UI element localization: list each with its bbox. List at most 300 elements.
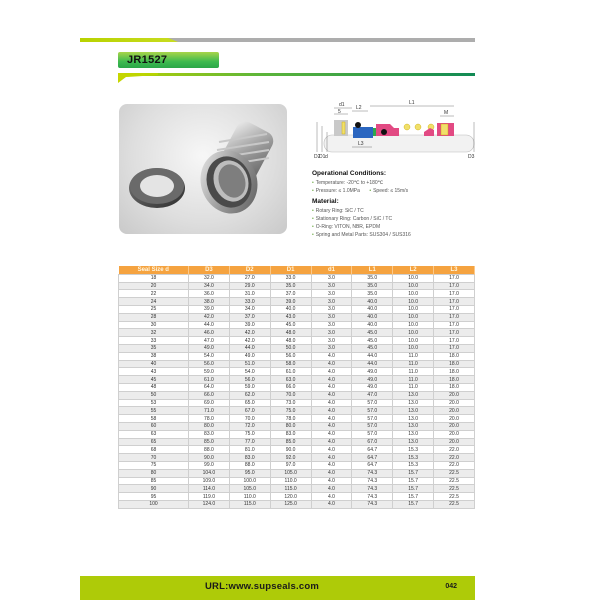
table-cell: 90.0 bbox=[189, 454, 230, 462]
table-row bbox=[119, 352, 475, 360]
table-cell: 3.0 bbox=[311, 290, 352, 298]
table-cell: 10.0 bbox=[393, 329, 434, 337]
table-cell: 17.0 bbox=[434, 313, 475, 321]
table-cell: 57.0 bbox=[352, 407, 393, 415]
table-cell: 49.0 bbox=[352, 376, 393, 384]
table-cell: 18.0 bbox=[434, 368, 475, 376]
table-cell: 97.0 bbox=[270, 462, 311, 470]
table-cell: 39.0 bbox=[270, 298, 311, 306]
material-item: • Stationary Ring: Carbon / SiC / TC bbox=[312, 216, 393, 222]
temperature-spec: • Temperature: -20℃ to +180℃ bbox=[312, 180, 384, 186]
table-row bbox=[119, 329, 475, 337]
table-cell: 35.0 bbox=[352, 282, 393, 290]
material-heading: Material: bbox=[312, 198, 339, 205]
table-cell: 99.0 bbox=[189, 462, 230, 470]
pressure-speed-spec: • Pressure: ≤ 1.0MPa • Speed: ≤ 15m/s bbox=[312, 188, 409, 194]
table-cell: 49.0 bbox=[352, 384, 393, 392]
table-cell: 10.0 bbox=[393, 282, 434, 290]
table-cell: 17.0 bbox=[434, 321, 475, 329]
table-cell: 39.0 bbox=[189, 306, 230, 314]
table-cell: 88.0 bbox=[189, 446, 230, 454]
table-cell: 45.0 bbox=[270, 321, 311, 329]
label-l2: L2 bbox=[356, 105, 362, 111]
table-cell: 15.7 bbox=[393, 493, 434, 501]
table-cell: 3.0 bbox=[311, 282, 352, 290]
table-cell: 119.0 bbox=[189, 493, 230, 501]
table-cell: 47.0 bbox=[189, 337, 230, 345]
model-title-badge bbox=[118, 52, 219, 68]
table-cell: 20.0 bbox=[434, 423, 475, 431]
table-cell: 45.0 bbox=[352, 329, 393, 337]
table-cell: 43.0 bbox=[270, 313, 311, 321]
table-cell: 4.0 bbox=[311, 469, 352, 477]
col-header-d3: D3 bbox=[189, 266, 230, 274]
table-cell: 10.0 bbox=[393, 290, 434, 298]
table-row bbox=[119, 399, 475, 407]
table-cell: 40.0 bbox=[352, 306, 393, 314]
table-cell: 125.0 bbox=[270, 501, 311, 509]
table-cell: 74.3 bbox=[352, 493, 393, 501]
table-cell: 22.5 bbox=[434, 501, 475, 509]
table-cell: 75.0 bbox=[270, 407, 311, 415]
table-cell: 124.0 bbox=[189, 501, 230, 509]
table-cell: 47.0 bbox=[352, 391, 393, 399]
table-cell: 22.0 bbox=[434, 454, 475, 462]
table-row bbox=[119, 313, 475, 321]
table-cell: 20.0 bbox=[434, 407, 475, 415]
table-cell: 13.0 bbox=[393, 407, 434, 415]
table-cell: 54.0 bbox=[189, 352, 230, 360]
table-cell: 33 bbox=[119, 337, 189, 345]
table-cell: 15.7 bbox=[393, 501, 434, 509]
table-row bbox=[119, 469, 475, 477]
table-cell: 35.0 bbox=[270, 282, 311, 290]
table-cell: 36.0 bbox=[189, 290, 230, 298]
col-header-seal-size: Seal Size d bbox=[119, 266, 189, 274]
table-cell: 10.0 bbox=[393, 298, 434, 306]
table-header-row bbox=[119, 266, 475, 274]
table-cell: 70.0 bbox=[229, 415, 270, 423]
table-cell: 80.0 bbox=[270, 423, 311, 431]
table-cell: 68 bbox=[119, 446, 189, 454]
table-cell: 53 bbox=[119, 399, 189, 407]
table-cell: 22 bbox=[119, 290, 189, 298]
speed-spec: Speed: ≤ 15m/s bbox=[373, 188, 409, 194]
table-cell: 13.0 bbox=[393, 430, 434, 438]
table-cell: 80 bbox=[119, 469, 189, 477]
table-row bbox=[119, 298, 475, 306]
table-cell: 74.3 bbox=[352, 501, 393, 509]
table-row bbox=[119, 360, 475, 368]
table-cell: 58.0 bbox=[270, 360, 311, 368]
table-cell: 17.0 bbox=[434, 329, 475, 337]
table-row bbox=[119, 368, 475, 376]
table-cell: 13.0 bbox=[393, 423, 434, 431]
table-cell: 4.0 bbox=[311, 368, 352, 376]
table-cell: 15.7 bbox=[393, 469, 434, 477]
table-cell: 3.0 bbox=[311, 329, 352, 337]
table-cell: 45.0 bbox=[352, 337, 393, 345]
table-cell: 110.0 bbox=[270, 477, 311, 485]
specifications-block bbox=[312, 170, 482, 239]
table-row bbox=[119, 430, 475, 438]
table-cell: 74.3 bbox=[352, 469, 393, 477]
table-cell: 61.0 bbox=[189, 376, 230, 384]
title-underline bbox=[118, 73, 475, 76]
table-cell: 4.0 bbox=[311, 477, 352, 485]
table-cell: 20.0 bbox=[434, 430, 475, 438]
table-body bbox=[119, 274, 475, 508]
table-cell: 49.0 bbox=[189, 345, 230, 353]
table-cell: 10.0 bbox=[393, 321, 434, 329]
seal-cross-section-diagram bbox=[312, 90, 477, 160]
table-row bbox=[119, 501, 475, 509]
table-cell: 33.0 bbox=[229, 298, 270, 306]
table-cell: 3.0 bbox=[311, 274, 352, 282]
label-d1-dia: D1 bbox=[319, 154, 326, 160]
table-cell: 32.0 bbox=[189, 274, 230, 282]
table-cell: 95.0 bbox=[229, 469, 270, 477]
table-cell: 3.0 bbox=[311, 337, 352, 345]
footer-url[interactable]: URL:www.supseals.com bbox=[205, 581, 319, 592]
table-cell: 40.0 bbox=[352, 313, 393, 321]
label-m: M bbox=[444, 110, 449, 116]
col-header-l2: L2 bbox=[393, 266, 434, 274]
table-row bbox=[119, 384, 475, 392]
table-cell: 11.0 bbox=[393, 384, 434, 392]
table-cell: 18.0 bbox=[434, 384, 475, 392]
table-cell: 58 bbox=[119, 415, 189, 423]
table-cell: 62.0 bbox=[229, 391, 270, 399]
table-cell: 40.0 bbox=[352, 298, 393, 306]
table-cell: 17.0 bbox=[434, 337, 475, 345]
table-cell: 109.0 bbox=[189, 477, 230, 485]
table-cell: 75 bbox=[119, 462, 189, 470]
table-cell: 48.0 bbox=[270, 337, 311, 345]
table-cell: 65 bbox=[119, 438, 189, 446]
table-cell: 42.0 bbox=[229, 337, 270, 345]
table-cell: 105.0 bbox=[270, 469, 311, 477]
footer-bar bbox=[80, 576, 475, 600]
table-cell: 4.0 bbox=[311, 446, 352, 454]
table-cell: 11.0 bbox=[393, 352, 434, 360]
table-row bbox=[119, 477, 475, 485]
table-cell: 66.0 bbox=[189, 391, 230, 399]
table-cell: 10.0 bbox=[393, 306, 434, 314]
table-cell: 22.5 bbox=[434, 477, 475, 485]
table-cell: 4.0 bbox=[311, 384, 352, 392]
table-cell: 59.0 bbox=[229, 384, 270, 392]
table-cell: 15.7 bbox=[393, 477, 434, 485]
table-cell: 88.0 bbox=[229, 462, 270, 470]
table-cell: 35.0 bbox=[352, 274, 393, 282]
table-cell: 29.0 bbox=[229, 282, 270, 290]
table-row bbox=[119, 446, 475, 454]
table-cell: 42.0 bbox=[189, 313, 230, 321]
table-cell: 64.7 bbox=[352, 446, 393, 454]
table-cell: 22.0 bbox=[434, 462, 475, 470]
table-cell: 46.0 bbox=[189, 329, 230, 337]
table-cell: 20.0 bbox=[434, 391, 475, 399]
table-row bbox=[119, 462, 475, 470]
table-cell: 48.0 bbox=[270, 329, 311, 337]
table-cell: 60 bbox=[119, 423, 189, 431]
table-cell: 17.0 bbox=[434, 298, 475, 306]
table-cell: 44.0 bbox=[229, 345, 270, 353]
table-cell: 71.0 bbox=[189, 407, 230, 415]
material-item: • O-Ring: VITON, NBR, EPDM bbox=[312, 224, 381, 230]
table-cell: 22.5 bbox=[434, 493, 475, 501]
table-cell: 40.0 bbox=[270, 306, 311, 314]
table-row bbox=[119, 306, 475, 314]
table-cell: 38.0 bbox=[189, 298, 230, 306]
table-cell: 70.0 bbox=[270, 391, 311, 399]
table-cell: 65.0 bbox=[229, 399, 270, 407]
table-cell: 4.0 bbox=[311, 438, 352, 446]
table-cell: 20.0 bbox=[434, 415, 475, 423]
table-cell: 49.0 bbox=[352, 368, 393, 376]
table-cell: 11.0 bbox=[393, 368, 434, 376]
table-cell: 15.7 bbox=[393, 485, 434, 493]
table-cell: 74.3 bbox=[352, 477, 393, 485]
table-cell: 69.0 bbox=[189, 399, 230, 407]
table-cell: 110.0 bbox=[229, 493, 270, 501]
table-cell: 4.0 bbox=[311, 430, 352, 438]
table-cell: 27.0 bbox=[229, 274, 270, 282]
table-cell: 37.0 bbox=[270, 290, 311, 298]
table-cell: 4.0 bbox=[311, 352, 352, 360]
table-cell: 15.3 bbox=[393, 446, 434, 454]
table-cell: 18.0 bbox=[434, 352, 475, 360]
table-cell: 81.0 bbox=[229, 446, 270, 454]
table-row bbox=[119, 345, 475, 353]
table-cell: 20.0 bbox=[434, 399, 475, 407]
table-cell: 85.0 bbox=[189, 438, 230, 446]
table-cell: 67.0 bbox=[352, 438, 393, 446]
table-cell: 74.3 bbox=[352, 485, 393, 493]
table-row bbox=[119, 282, 475, 290]
pressure-spec: Pressure: ≤ 1.0MPa bbox=[315, 188, 360, 194]
table-cell: 4.0 bbox=[311, 493, 352, 501]
table-row bbox=[119, 415, 475, 423]
table-cell: 18.0 bbox=[434, 376, 475, 384]
table-cell: 45.0 bbox=[352, 345, 393, 353]
table-cell: 22.0 bbox=[434, 446, 475, 454]
col-header-d2: D2 bbox=[229, 266, 270, 274]
col-header-d1: D1 bbox=[270, 266, 311, 274]
table-cell: 13.0 bbox=[393, 415, 434, 423]
table-cell: 15.3 bbox=[393, 454, 434, 462]
table-row bbox=[119, 423, 475, 431]
table-row bbox=[119, 290, 475, 298]
table-cell: 57.0 bbox=[352, 430, 393, 438]
table-cell: 105.0 bbox=[229, 485, 270, 493]
label-5: 5 bbox=[338, 109, 341, 115]
table-cell: 43 bbox=[119, 368, 189, 376]
table-cell: 34.0 bbox=[189, 282, 230, 290]
table-cell: 64.7 bbox=[352, 454, 393, 462]
table-cell: 35 bbox=[119, 345, 189, 353]
table-cell: 4.0 bbox=[311, 501, 352, 509]
material-item: • Rotary Ring: SiC / TC bbox=[312, 208, 364, 214]
table-cell: 90 bbox=[119, 485, 189, 493]
table-cell: 22.5 bbox=[434, 469, 475, 477]
table-cell: 42.0 bbox=[229, 329, 270, 337]
table-cell: 92.0 bbox=[270, 454, 311, 462]
operational-conditions-heading: Operational Conditions: bbox=[312, 170, 387, 177]
table-row bbox=[119, 391, 475, 399]
table-cell: 100 bbox=[119, 501, 189, 509]
table-row bbox=[119, 321, 475, 329]
table-cell: 4.0 bbox=[311, 454, 352, 462]
table-cell: 11.0 bbox=[393, 376, 434, 384]
table-cell: 115.0 bbox=[229, 501, 270, 509]
table-cell: 3.0 bbox=[311, 313, 352, 321]
label-l1: L1 bbox=[409, 100, 415, 106]
table-cell: 114.0 bbox=[189, 485, 230, 493]
table-cell: 59.0 bbox=[189, 368, 230, 376]
table-cell: 39.0 bbox=[229, 321, 270, 329]
table-cell: 22.5 bbox=[434, 485, 475, 493]
table-cell: 50.0 bbox=[270, 345, 311, 353]
table-row bbox=[119, 274, 475, 282]
table-cell: 90.0 bbox=[270, 446, 311, 454]
table-cell: 17.0 bbox=[434, 290, 475, 298]
table-cell: 54.0 bbox=[229, 368, 270, 376]
table-cell: 49.0 bbox=[229, 352, 270, 360]
table-cell: 31.0 bbox=[229, 290, 270, 298]
table-cell: 17.0 bbox=[434, 274, 475, 282]
table-cell: 3.0 bbox=[311, 306, 352, 314]
table-cell: 17.0 bbox=[434, 282, 475, 290]
table-cell: 4.0 bbox=[311, 376, 352, 384]
table-cell: 78.0 bbox=[189, 415, 230, 423]
table-cell: 37.0 bbox=[229, 313, 270, 321]
table-cell: 4.0 bbox=[311, 407, 352, 415]
table-cell: 17.0 bbox=[434, 306, 475, 314]
table-cell: 34.0 bbox=[229, 306, 270, 314]
table-row bbox=[119, 438, 475, 446]
table-cell: 10.0 bbox=[393, 345, 434, 353]
table-cell: 64.7 bbox=[352, 462, 393, 470]
table-cell: 10.0 bbox=[393, 313, 434, 321]
product-photo bbox=[119, 104, 287, 234]
table-cell: 78.0 bbox=[270, 415, 311, 423]
table-cell: 73.0 bbox=[270, 399, 311, 407]
table-cell: 104.0 bbox=[189, 469, 230, 477]
table-cell: 56.0 bbox=[270, 352, 311, 360]
table-cell: 75.0 bbox=[229, 430, 270, 438]
table-cell: 57.0 bbox=[352, 415, 393, 423]
table-cell: 4.0 bbox=[311, 415, 352, 423]
table-row bbox=[119, 493, 475, 501]
table-row bbox=[119, 407, 475, 415]
table-cell: 56.0 bbox=[229, 376, 270, 384]
table-cell: 25 bbox=[119, 306, 189, 314]
table-cell: 40 bbox=[119, 360, 189, 368]
table-cell: 95 bbox=[119, 493, 189, 501]
table-cell: 28 bbox=[119, 313, 189, 321]
col-header-l3: L3 bbox=[434, 266, 475, 274]
table-cell: 30 bbox=[119, 321, 189, 329]
table-cell: 18 bbox=[119, 274, 189, 282]
table-cell: 77.0 bbox=[229, 438, 270, 446]
table-cell: 20.0 bbox=[434, 438, 475, 446]
table-cell: 4.0 bbox=[311, 423, 352, 431]
table-cell: 57.0 bbox=[352, 423, 393, 431]
table-cell: 83.0 bbox=[270, 430, 311, 438]
table-cell: 20 bbox=[119, 282, 189, 290]
table-cell: 64.0 bbox=[189, 384, 230, 392]
table-cell: 11.0 bbox=[393, 360, 434, 368]
table-cell: 63.0 bbox=[270, 376, 311, 384]
table-cell: 115.0 bbox=[270, 485, 311, 493]
table-cell: 18.0 bbox=[434, 360, 475, 368]
table-cell: 4.0 bbox=[311, 399, 352, 407]
label-d1: d1 bbox=[339, 102, 345, 108]
table-cell: 45 bbox=[119, 376, 189, 384]
table-cell: 4.0 bbox=[311, 462, 352, 470]
table-cell: 48 bbox=[119, 384, 189, 392]
table-cell: 3.0 bbox=[311, 298, 352, 306]
table-cell: 50 bbox=[119, 391, 189, 399]
table-row bbox=[119, 454, 475, 462]
table-cell: 80.0 bbox=[189, 423, 230, 431]
table-cell: 3.0 bbox=[311, 321, 352, 329]
table-cell: 85.0 bbox=[270, 438, 311, 446]
table-cell: 56.0 bbox=[189, 360, 230, 368]
table-row bbox=[119, 485, 475, 493]
table-cell: 66.0 bbox=[270, 384, 311, 392]
col-header-l1: L1 bbox=[352, 266, 393, 274]
page-number: 042 bbox=[445, 583, 457, 590]
table-cell: 24 bbox=[119, 298, 189, 306]
table-cell: 55 bbox=[119, 407, 189, 415]
table-cell: 83.0 bbox=[229, 454, 270, 462]
dimensions-table bbox=[118, 266, 475, 509]
dimension-diagram bbox=[312, 90, 477, 160]
table-cell: 4.0 bbox=[311, 391, 352, 399]
table-cell: 10.0 bbox=[393, 337, 434, 345]
table-row bbox=[119, 376, 475, 384]
table-cell: 33.0 bbox=[270, 274, 311, 282]
material-item: • Spring and Metal Parts: SUS304 / SUS316 bbox=[312, 232, 411, 238]
label-d2: D2 bbox=[314, 154, 321, 160]
title-swoosh bbox=[118, 73, 158, 83]
table-cell: 70 bbox=[119, 454, 189, 462]
header-green-accent bbox=[80, 38, 178, 42]
table-cell: 40.0 bbox=[352, 321, 393, 329]
mechanical-seal-image bbox=[119, 104, 287, 234]
col-header-d1-small: d1 bbox=[311, 266, 352, 274]
table-cell: 3.0 bbox=[311, 345, 352, 353]
table-cell: 15.3 bbox=[393, 462, 434, 470]
table-cell: 4.0 bbox=[311, 360, 352, 368]
table-cell: 85 bbox=[119, 477, 189, 485]
table-cell: 63 bbox=[119, 430, 189, 438]
table-cell: 13.0 bbox=[393, 399, 434, 407]
table-cell: 100.0 bbox=[229, 477, 270, 485]
table-cell: 51.0 bbox=[229, 360, 270, 368]
label-l3: L3 bbox=[358, 141, 364, 147]
model-title: JR1527 bbox=[127, 54, 168, 66]
table-cell: 44.0 bbox=[189, 321, 230, 329]
table-cell: 10.0 bbox=[393, 274, 434, 282]
table-cell: 72.0 bbox=[229, 423, 270, 431]
table-cell: 44.0 bbox=[352, 352, 393, 360]
table-cell: 17.0 bbox=[434, 345, 475, 353]
table-cell: 4.0 bbox=[311, 485, 352, 493]
